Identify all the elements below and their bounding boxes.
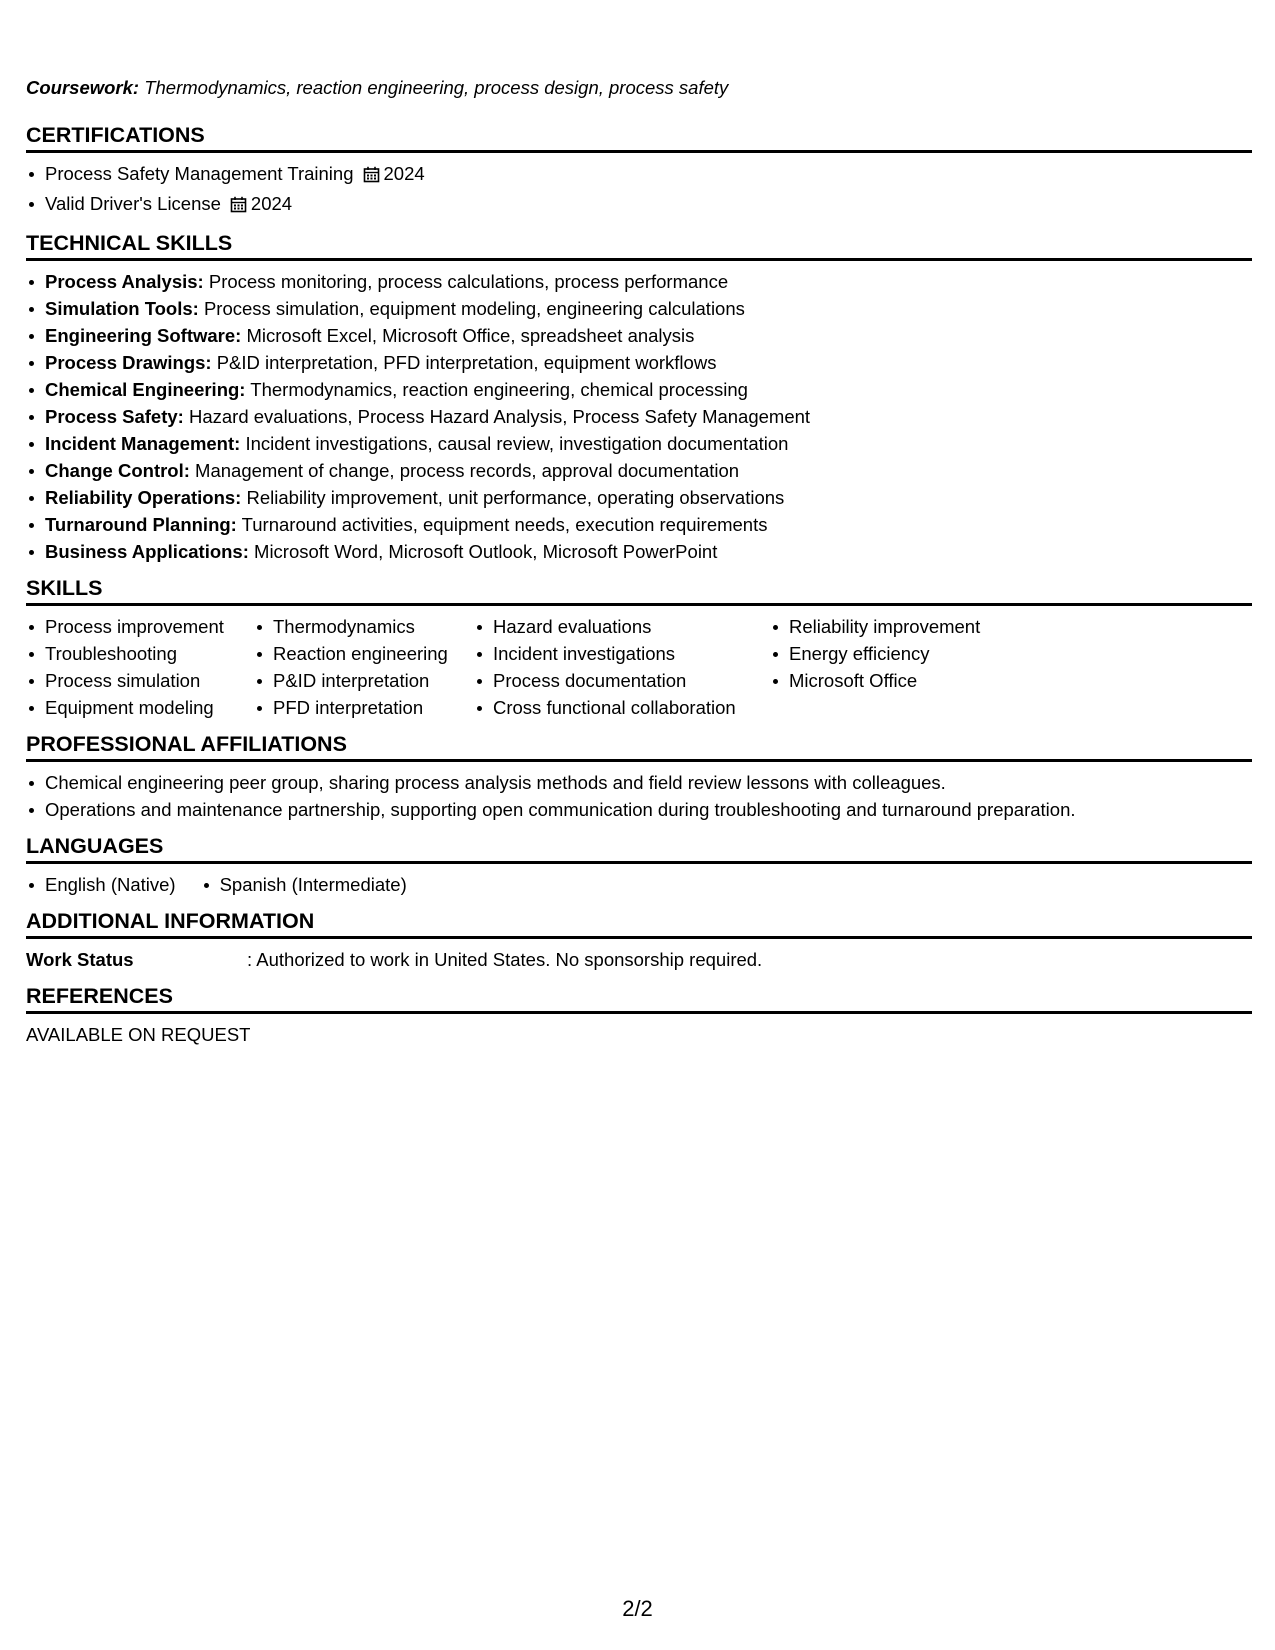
additional-info-section (26, 908, 1252, 973)
certification-year: 2024 (383, 163, 425, 184)
technical-skill-item (26, 349, 1252, 376)
technical-skill-item (26, 457, 1252, 484)
skill-detail: Turnaround activities, equipment needs, execution requirements (241, 514, 768, 535)
references-text: AVAILABLE ON REQUEST (26, 1024, 251, 1045)
references-section (26, 983, 1252, 1048)
skill-category: Engineering Software: (45, 325, 242, 346)
skills-column (474, 613, 770, 721)
certifications-heading: CERTIFICATIONS (26, 122, 1252, 153)
skill-category: Process Drawings: (45, 352, 212, 373)
technical-skill-item (26, 403, 1252, 430)
skills-heading: SKILLS (26, 575, 1252, 606)
skill-item: Reaction engineering (254, 640, 474, 667)
technical-skill-item (26, 430, 1252, 457)
affiliation-item: Operations and maintenance partnership, supporting open communication during troubleshooting and turnaround preparation. (26, 796, 1252, 823)
skill-category: Business Applications: (45, 541, 249, 562)
skill-item: Process documentation (474, 667, 770, 694)
skill-item: P&ID interpretation (254, 667, 474, 694)
skill-detail: Reliability improvement, unit performance, operating observations (246, 487, 785, 508)
skills-column (254, 613, 474, 721)
technical-skill-item (26, 484, 1252, 511)
technical-skill-item (26, 538, 1252, 565)
skill-item: Reliability improvement (770, 613, 1070, 640)
skill-detail: Incident investigations, causal review, investigation documentation (245, 433, 789, 454)
certification-item (26, 190, 1252, 220)
skills-section (26, 575, 1252, 721)
coursework-line (26, 76, 1252, 100)
technical-skill-item (26, 376, 1252, 403)
affiliations-heading: PROFESSIONAL AFFILIATIONS (26, 731, 1252, 762)
certification-name: Valid Driver's License (45, 193, 221, 214)
coursework-text: Thermodynamics, reaction engineering, process design, process safety (144, 77, 729, 98)
skill-item: Incident investigations (474, 640, 770, 667)
certification-year: 2024 (250, 193, 293, 214)
coursework-label: Coursework: (26, 77, 140, 98)
skill-category: Turnaround Planning: (45, 514, 237, 535)
skill-item: Cross functional collaboration (474, 694, 770, 721)
technical-skill-item (26, 295, 1252, 322)
work-status-row (26, 946, 1252, 973)
certification-item (26, 160, 1252, 190)
skill-detail: Management of change, process records, approval documentation (195, 460, 740, 481)
calendar-icon (363, 163, 380, 190)
skills-column (26, 613, 254, 721)
skill-detail: Process simulation, equipment modeling, engineering calculations (203, 298, 745, 319)
resume-page (26, 76, 1252, 1058)
affiliations-list (26, 769, 1252, 823)
technical-skill-item (26, 511, 1252, 538)
technical-skills-heading: TECHNICAL SKILLS (26, 230, 1252, 261)
page-number: 2/2 (622, 1596, 653, 1621)
affiliation-item: Chemical engineering peer group, sharing process analysis methods and field review lessons with colleagues. (26, 769, 1252, 796)
skill-category: Reliability Operations: (45, 487, 242, 508)
skill-category: Process Safety: (45, 406, 184, 427)
skill-category: Change Control: (45, 460, 190, 481)
skill-category: Process Analysis: (45, 271, 204, 292)
additional-info-heading: ADDITIONAL INFORMATION (26, 908, 1252, 939)
skill-category: Chemical Engineering: (45, 379, 246, 400)
skill-category: Incident Management: (45, 433, 241, 454)
technical-skill-item (26, 268, 1252, 295)
skill-item: Microsoft Office (770, 667, 1070, 694)
certification-name: Process Safety Management Training (45, 163, 354, 184)
skill-item: Hazard evaluations (474, 613, 770, 640)
references-heading: REFERENCES (26, 983, 1252, 1014)
skill-detail: Hazard evaluations, Process Hazard Analysis, Process Safety Management (188, 406, 811, 427)
language-item: English (Native) (26, 871, 176, 898)
languages-list (26, 871, 1252, 898)
languages-heading: LANGUAGES (26, 833, 1252, 864)
skill-item: Troubleshooting (26, 640, 254, 667)
skill-detail: Process monitoring, process calculations, process performance (208, 271, 729, 292)
skill-detail: Thermodynamics, reaction engineering, chemical processing (250, 379, 748, 400)
technical-skill-item (26, 322, 1252, 349)
skill-item: PFD interpretation (254, 694, 474, 721)
technical-skills-section (26, 230, 1252, 565)
language-item: Spanish (Intermediate) (201, 871, 407, 898)
certifications-list (26, 160, 1252, 220)
skill-item: Process improvement (26, 613, 254, 640)
skill-item: Thermodynamics (254, 613, 474, 640)
skill-detail: Microsoft Word, Microsoft Outlook, Microsoft PowerPoint (254, 541, 718, 562)
skill-item: Energy efficiency (770, 640, 1070, 667)
skill-detail: P&ID interpretation, PFD interpretation, equipment workflows (216, 352, 717, 373)
languages-section (26, 833, 1252, 898)
calendar-icon (230, 193, 247, 220)
work-status-label: Work Status (26, 949, 134, 970)
skill-detail: Microsoft Excel, Microsoft Office, spreadsheet analysis (246, 325, 695, 346)
work-status-value: : Authorized to work in United States. No sponsorship required. (247, 949, 763, 970)
technical-skills-list (26, 268, 1252, 565)
certifications-section (26, 122, 1252, 220)
skill-category: Simulation Tools: (45, 298, 199, 319)
skills-grid (26, 613, 1252, 721)
affiliations-section (26, 731, 1252, 823)
skills-column (770, 613, 1070, 721)
skill-item: Equipment modeling (26, 694, 254, 721)
skill-item: Process simulation (26, 667, 254, 694)
